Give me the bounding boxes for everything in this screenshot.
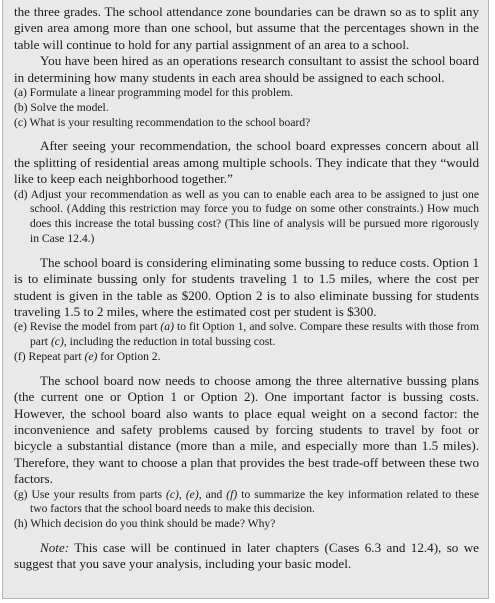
- question-h: (h) Which decision do you think should be made? Why?: [14, 517, 276, 531]
- question-e-label: (e): [14, 320, 27, 334]
- question-g-sep-2: , and: [198, 487, 227, 501]
- question-g-text-1: Use your results from parts: [31, 487, 167, 501]
- paragraph-tradeoff: The school board now needs to choose among the three alternative bussing plans (the current one or Option 1 or Option 2). One important factor is bussing costs. However, the school board also wants to place equal weight on a second factor: the inconvenience and safety problems caused by forcing students to travel by foot or bicycle a substantial distance (more than a mile, and especially more than 1.5 miles). Therefore, they want to choose a plan that provides the best trade-off between these two factors.: [14, 372, 479, 487]
- question-g: [14, 488, 479, 518]
- question-g-ref-f: (f): [226, 487, 238, 501]
- question-g-sep-1: ,: [178, 487, 186, 501]
- question-e-ref-c: (c): [50, 335, 64, 349]
- paragraph-note: [14, 540, 479, 573]
- question-list-d: [14, 188, 479, 247]
- paragraph-consultant: You have been hired as an operations research consultant to assist the school board in determining how many students in each area should be assigned to each school.: [14, 53, 479, 85]
- question-e-ref-a: (a): [160, 320, 174, 334]
- paragraph-neighborhood: After seeing your recommendation, the school board expresses concern about all the splitting of residential areas among multiple schools. They indicate that they “would like to keep each neighborhood together.”: [14, 138, 479, 187]
- question-f: [14, 350, 479, 365]
- question-f-label: (f): [14, 350, 26, 364]
- question-g-text-2: to summarize the key information related to these two factors that the school board needs to make this decision.: [30, 487, 479, 516]
- question-e-text-3: , including the reduction in total bussing cost.: [63, 335, 276, 349]
- paragraph-options: The school board is considering eliminating some bussing to reduce costs. Option 1 is to eliminate bussing only for students traveling 1 to 1.5 miles, where the cost per student is given in the table as $200. Option 2 is to also eliminate bussing for students traveling 1.5 to 2 miles, where the estimated cost per student is $300.: [14, 254, 479, 320]
- question-list-e-f: [14, 320, 479, 364]
- question-f-text-2: for Option 2.: [97, 350, 161, 364]
- question-f-ref-e: (e): [84, 350, 98, 364]
- question-f-text-1: Repeat part: [28, 350, 85, 364]
- paragraph-grades: the three grades. The school attendance zone boundaries can be drawn so as to split any given area among more than one school, but assume that the percentages shown in the table will continue to hold for any partial assignment of an area to a school.: [14, 4, 479, 52]
- question-e-text-2: to fit Option 1, and solve. Compare these results with those from part: [30, 320, 479, 349]
- question-e-text-1: Revise the model from part: [29, 320, 161, 334]
- question-d: (d) Adjust your recommendation as well as you can to enable each area to be assigned to just one school. (Adding this restriction may force you to fudge on some other constraints.) How much does this increase the total bussing cost? (This line of analysis will be pursued more rigorously in Case 12.4.): [14, 187, 479, 246]
- question-list-a-c: [14, 86, 479, 130]
- note-text: This case will be continued in later chapters (Cases 6.3 and 12.4), so we suggest that you save your analysis, including your basic model.: [14, 540, 479, 572]
- note-label: Note:: [40, 540, 70, 556]
- question-g-label: (g): [14, 487, 28, 501]
- question-g-ref-e: (e): [185, 487, 199, 501]
- question-e: [14, 320, 479, 350]
- question-g-ref-c: (c): [166, 487, 179, 501]
- question-b: (b) Solve the model.: [14, 100, 109, 114]
- question-a: (a) Formulate a linear programming model for this problem.: [14, 86, 294, 100]
- textbook-page: [2, 0, 489, 599]
- question-list-g-h: [14, 488, 479, 532]
- question-c: (c) What is your resulting recommendation to the school board?: [14, 115, 311, 129]
